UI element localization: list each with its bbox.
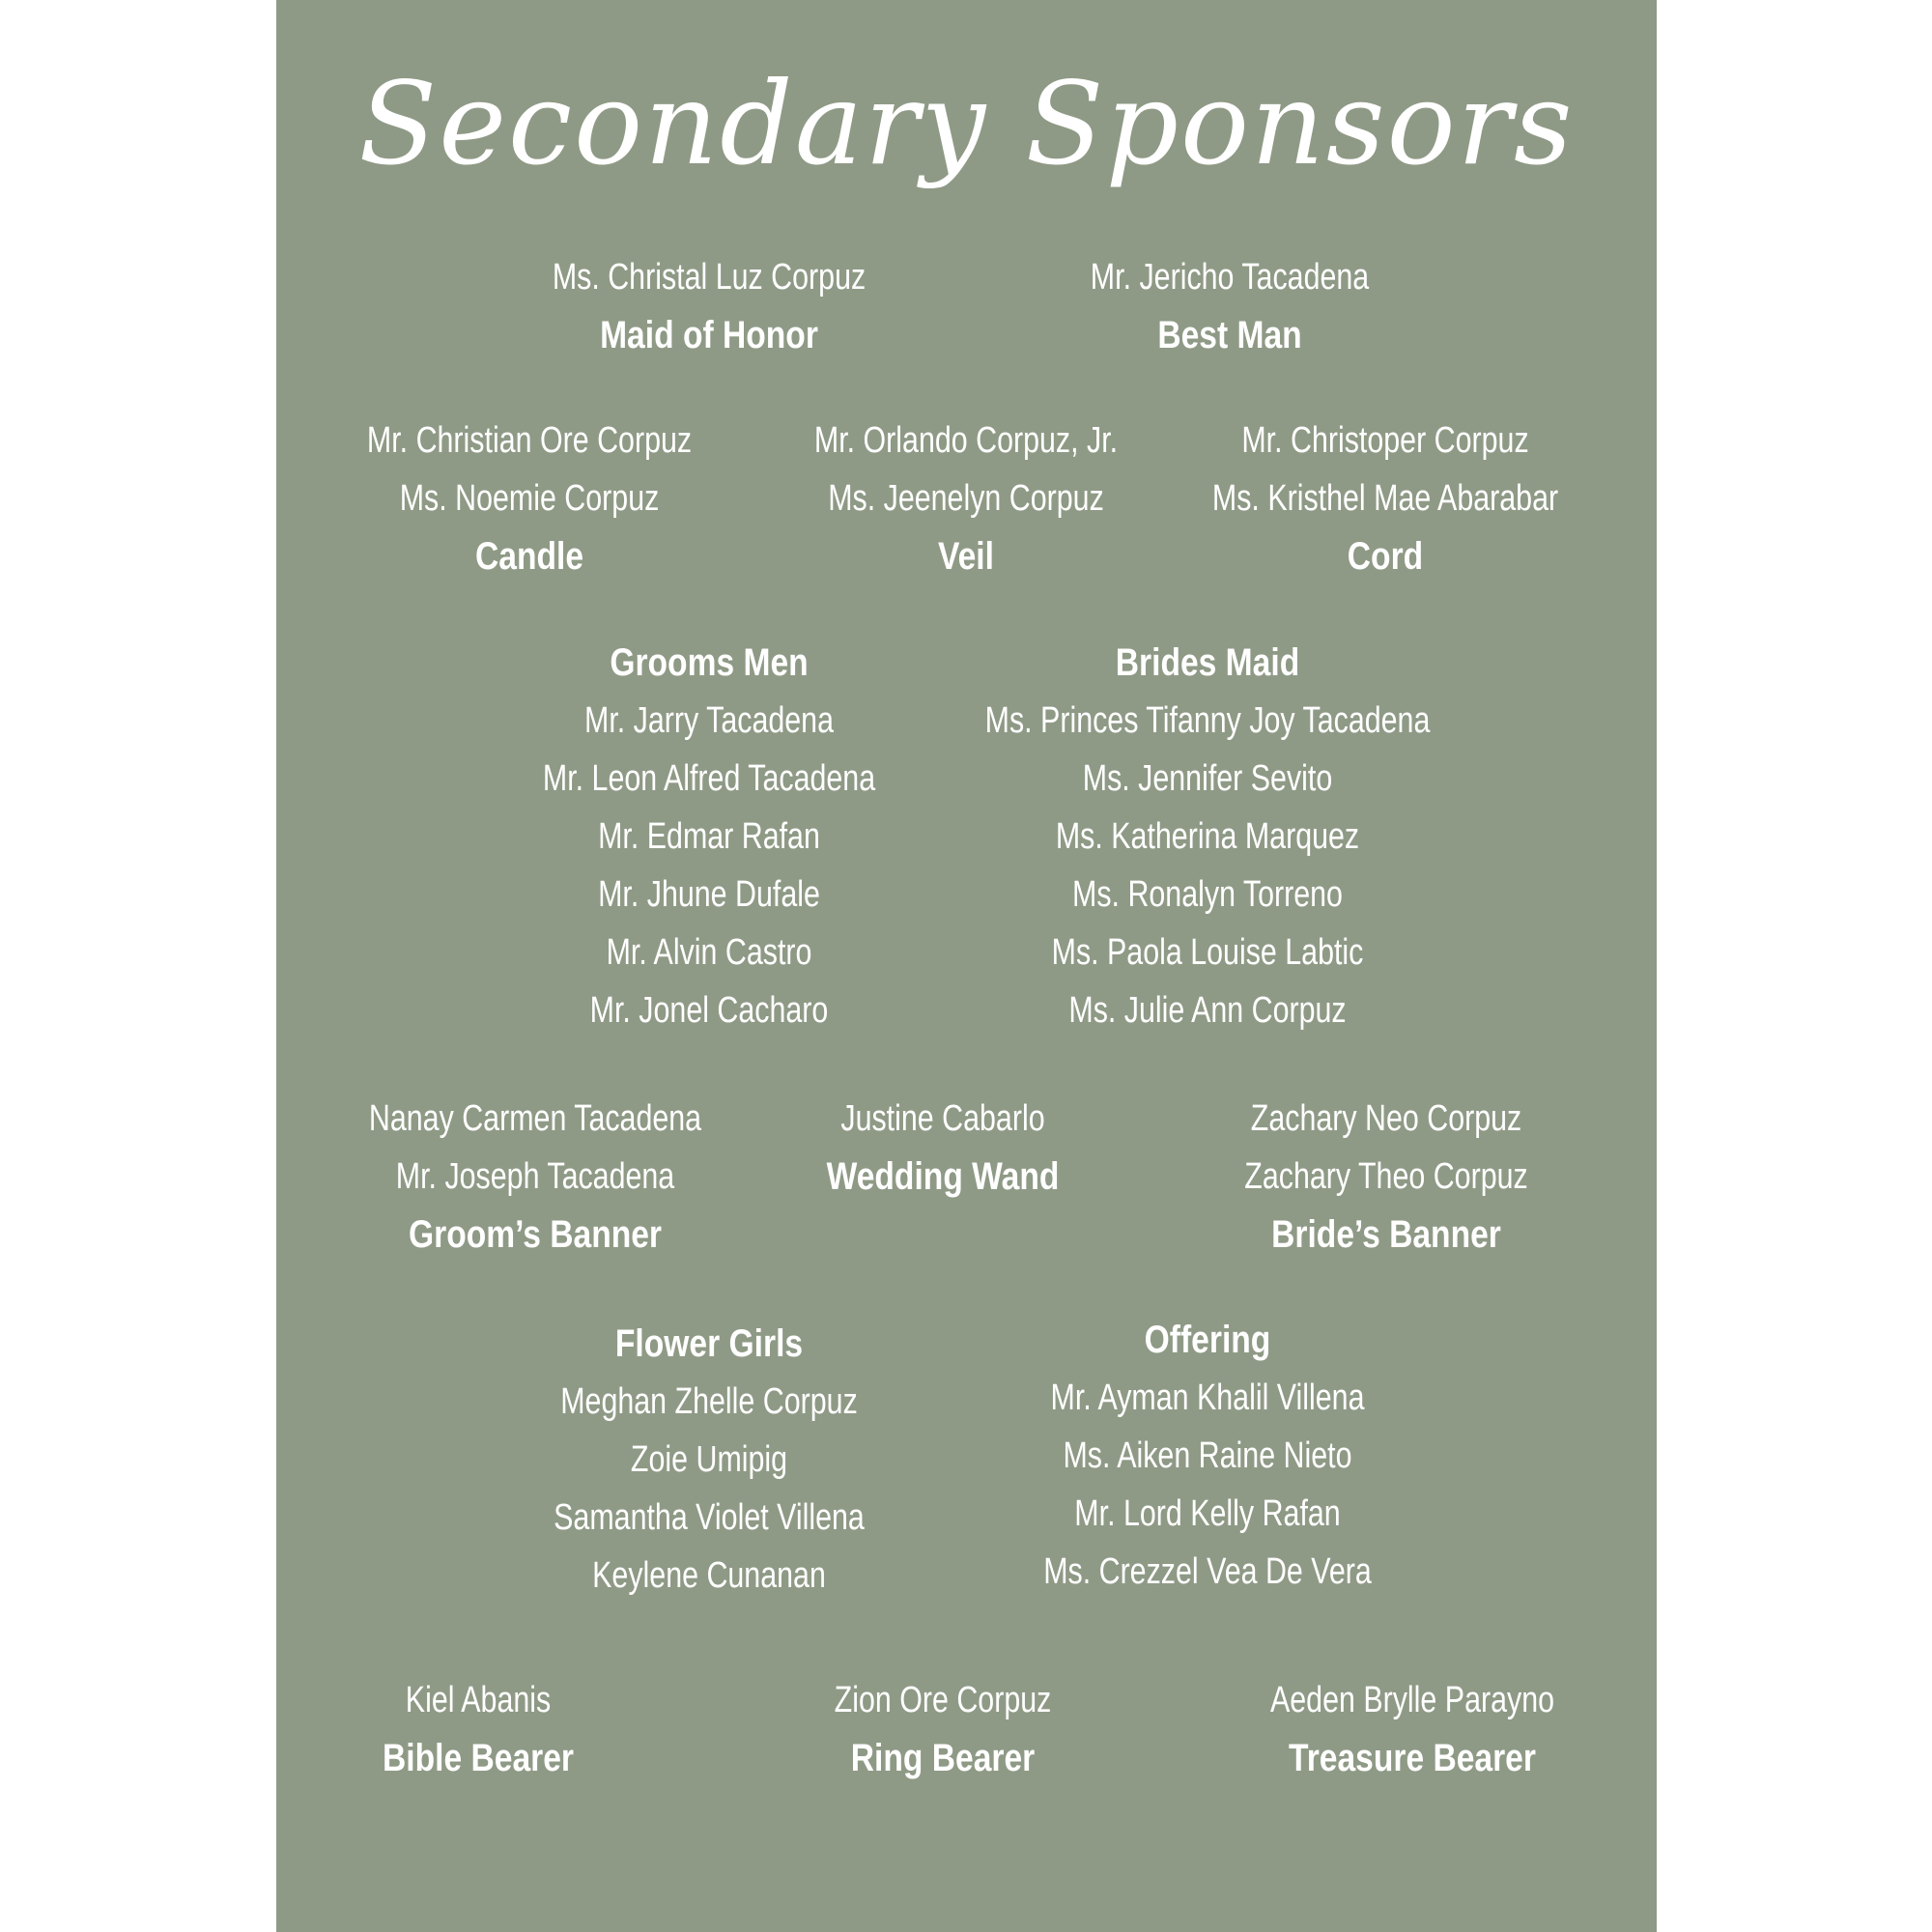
- groomsman-name: Mr. Alvin Castro: [606, 932, 812, 973]
- bridesmaid-name: Ms. Paola Louise Labtic: [1051, 932, 1364, 973]
- offering-name: Ms. Aiken Raine Nieto: [1063, 1435, 1352, 1476]
- candle-name: Ms. Noemie Corpuz: [399, 478, 660, 519]
- treasure-bearer-role: Treasure Bearer: [1289, 1737, 1536, 1779]
- offering-heading: Offering: [1144, 1319, 1271, 1361]
- best-man-block: [1056, 248, 1405, 364]
- cord-name: Ms. Kristhel Mae Abarabar: [1211, 478, 1559, 519]
- offering-name: Mr. Ayman Khalil Villena: [1050, 1378, 1365, 1418]
- grooms-banner-name: Nanay Carmen Tacadena: [368, 1098, 702, 1139]
- ring-bearer-block: [808, 1671, 1079, 1787]
- maid-of-honor-role: Maid of Honor: [600, 314, 818, 356]
- groomsman-name: Mr. Jhune Dufale: [598, 874, 820, 915]
- treasure-bearer-name: Aeden Brylle Parayno: [1269, 1680, 1555, 1720]
- wedding-wand-block: [805, 1090, 1082, 1206]
- best-man-role: Best Man: [1157, 314, 1302, 356]
- flower-girl-name: Samantha Violet Villena: [554, 1497, 865, 1538]
- maid-of-honor-block: [513, 248, 904, 364]
- veil-block: [777, 412, 1156, 585]
- grooms-men-block: [501, 634, 917, 1039]
- grooms-banner-role: Groom’s Banner: [408, 1213, 663, 1256]
- offering-name: Mr. Lord Kelly Rafan: [1074, 1493, 1341, 1534]
- bible-bearer-role: Bible Bearer: [383, 1737, 574, 1779]
- brides-banner-role: Bride’s Banner: [1271, 1213, 1501, 1256]
- grooms-banner-name: Mr. Joseph Tacadena: [395, 1156, 675, 1197]
- brides-banner-name: Zachary Theo Corpuz: [1244, 1156, 1528, 1197]
- groomsman-name: Mr. Leon Alfred Tacadena: [542, 758, 876, 799]
- bible-bearer-block: [364, 1671, 592, 1787]
- maid-of-honor-name: Ms. Christal Luz Corpuz: [552, 257, 867, 298]
- candle-role: Candle: [474, 535, 584, 578]
- flower-girl-name: Zoie Umipig: [630, 1439, 788, 1480]
- cord-name: Mr. Christoper Corpuz: [1241, 420, 1529, 461]
- cord-block: [1169, 412, 1602, 585]
- wedding-wand-role: Wedding Wand: [826, 1155, 1060, 1198]
- sponsors-card: [276, 0, 1657, 1932]
- veil-name: Ms. Jeenelyn Corpuz: [828, 478, 1104, 519]
- brides-maid-heading: Brides Maid: [1115, 641, 1300, 684]
- candle-block: [327, 412, 732, 585]
- brides-maid-block: [929, 634, 1486, 1039]
- treasure-bearer-block: [1235, 1671, 1590, 1787]
- ring-bearer-role: Ring Bearer: [850, 1737, 1036, 1779]
- offering-block: [1003, 1311, 1413, 1601]
- candle-name: Mr. Christian Ore Corpuz: [366, 420, 693, 461]
- bridesmaid-name: Ms. Katherina Marquez: [1055, 816, 1360, 857]
- flower-girl-name: Meghan Zhelle Corpuz: [560, 1381, 858, 1422]
- page-title: Secondary Sponsors: [358, 57, 1575, 190]
- bridesmaid-name: Ms. Julie Ann Corpuz: [1068, 990, 1347, 1031]
- veil-role: Veil: [938, 535, 994, 578]
- flower-girls-heading: Flower Girls: [614, 1322, 804, 1365]
- wedding-wand-name: Justine Cabarlo: [840, 1098, 1045, 1139]
- groomsman-name: Mr. Edmar Rafan: [598, 816, 820, 857]
- bridesmaid-name: Ms. Princes Tifanny Joy Tacadena: [984, 700, 1431, 741]
- brides-banner-name: Zachary Neo Corpuz: [1250, 1098, 1522, 1139]
- veil-name: Mr. Orlando Corpuz, Jr.: [813, 420, 1119, 461]
- bible-bearer-name: Kiel Abanis: [405, 1680, 552, 1720]
- bridesmaid-name: Ms. Jennifer Sevito: [1082, 758, 1333, 799]
- offering-name: Ms. Crezzel Vea De Vera: [1043, 1551, 1372, 1592]
- brides-banner-block: [1209, 1090, 1564, 1264]
- groomsman-name: Mr. Jonel Cacharo: [589, 990, 829, 1031]
- cord-role: Cord: [1347, 535, 1424, 578]
- flower-girls-block: [515, 1315, 903, 1605]
- bridesmaid-name: Ms. Ronalyn Torreno: [1072, 874, 1343, 915]
- best-man-name: Mr. Jericho Tacadena: [1090, 257, 1370, 298]
- ring-bearer-name: Zion Ore Corpuz: [834, 1680, 1052, 1720]
- flower-girl-name: Keylene Cunanan: [592, 1555, 826, 1596]
- grooms-banner-block: [327, 1090, 743, 1264]
- groomsman-name: Mr. Jarry Tacadena: [584, 700, 834, 741]
- grooms-men-heading: Grooms Men: [610, 641, 809, 684]
